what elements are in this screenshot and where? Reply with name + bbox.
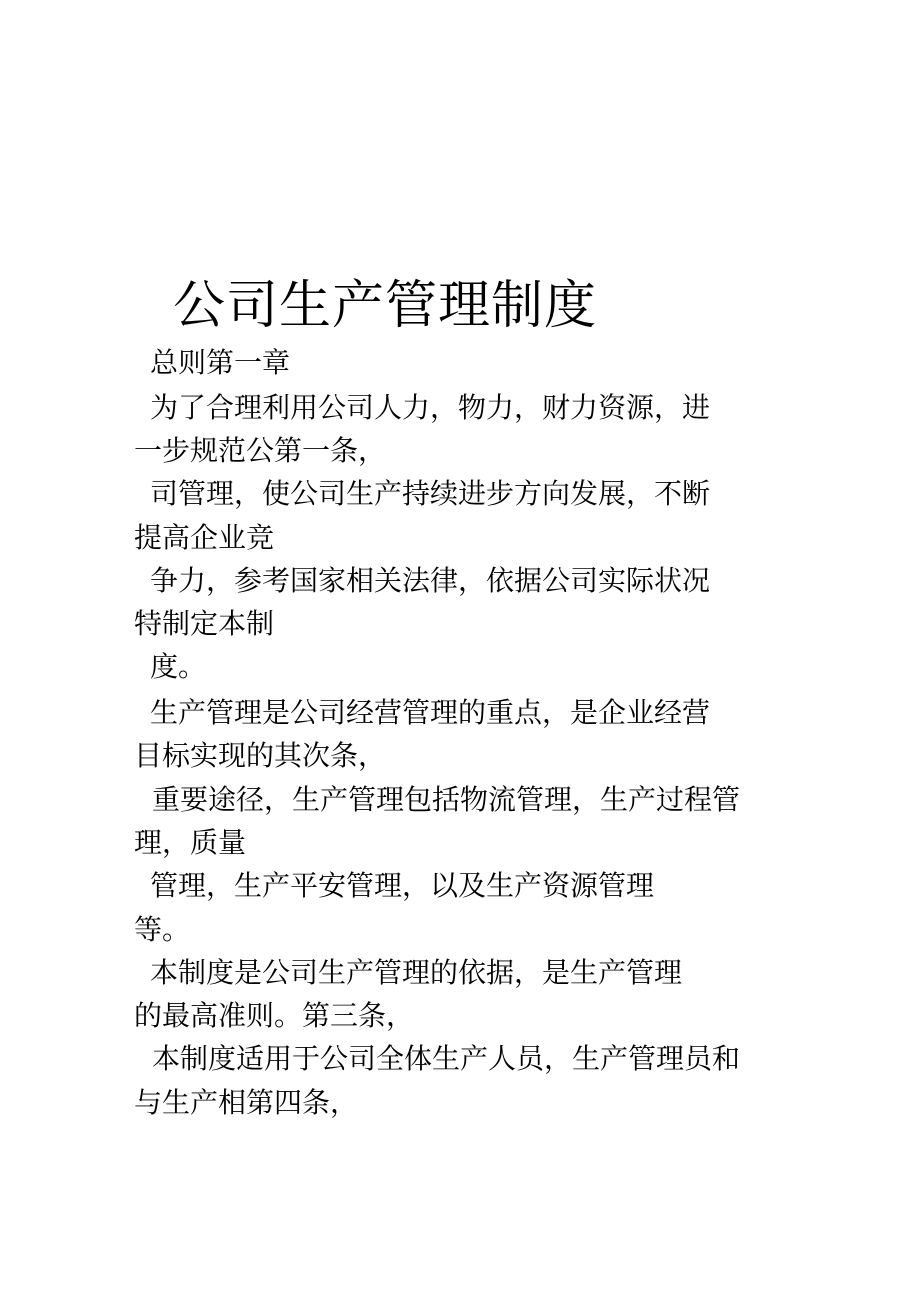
- text-line: 与生产相第四条，: [134, 1086, 359, 1119]
- text-line: 本制度适用于公司全体生产人员，生产管理员和: [152, 1042, 741, 1075]
- text-line: 管理，生产平安管理，以及生产资源管理: [150, 869, 655, 902]
- text-line: 重要途径，生产管理包括物流管理，生产过程管: [152, 783, 741, 816]
- text-line: 总则第一章: [150, 346, 291, 379]
- text-line: 司管理，使公司生产持续进步方向发展，不断: [150, 477, 711, 510]
- text-line: 度。: [150, 650, 207, 683]
- document-title: 公司生产管理制度: [173, 276, 598, 336]
- text-line: 本制度是公司生产管理的依据，是生产管理: [150, 956, 683, 989]
- text-line: 提高企业竞: [134, 521, 275, 554]
- text-line: 一步规范公第一条，: [134, 434, 387, 467]
- text-line: 目标实现的其次条，: [134, 739, 387, 772]
- text-line: 特制定本制: [134, 607, 275, 640]
- text-line: 生产管理是公司经营管理的重点，是企业经营: [150, 696, 711, 729]
- text-line: 理，质量: [134, 826, 247, 859]
- text-line: 的最高准则。第三条，: [134, 999, 415, 1032]
- text-line: 为了合理利用公司人力，物力，财力资源，进: [150, 391, 711, 424]
- text-line: 争力，参考国家相关法律，依据公司实际状况: [150, 564, 711, 597]
- text-line: 等。: [134, 913, 191, 946]
